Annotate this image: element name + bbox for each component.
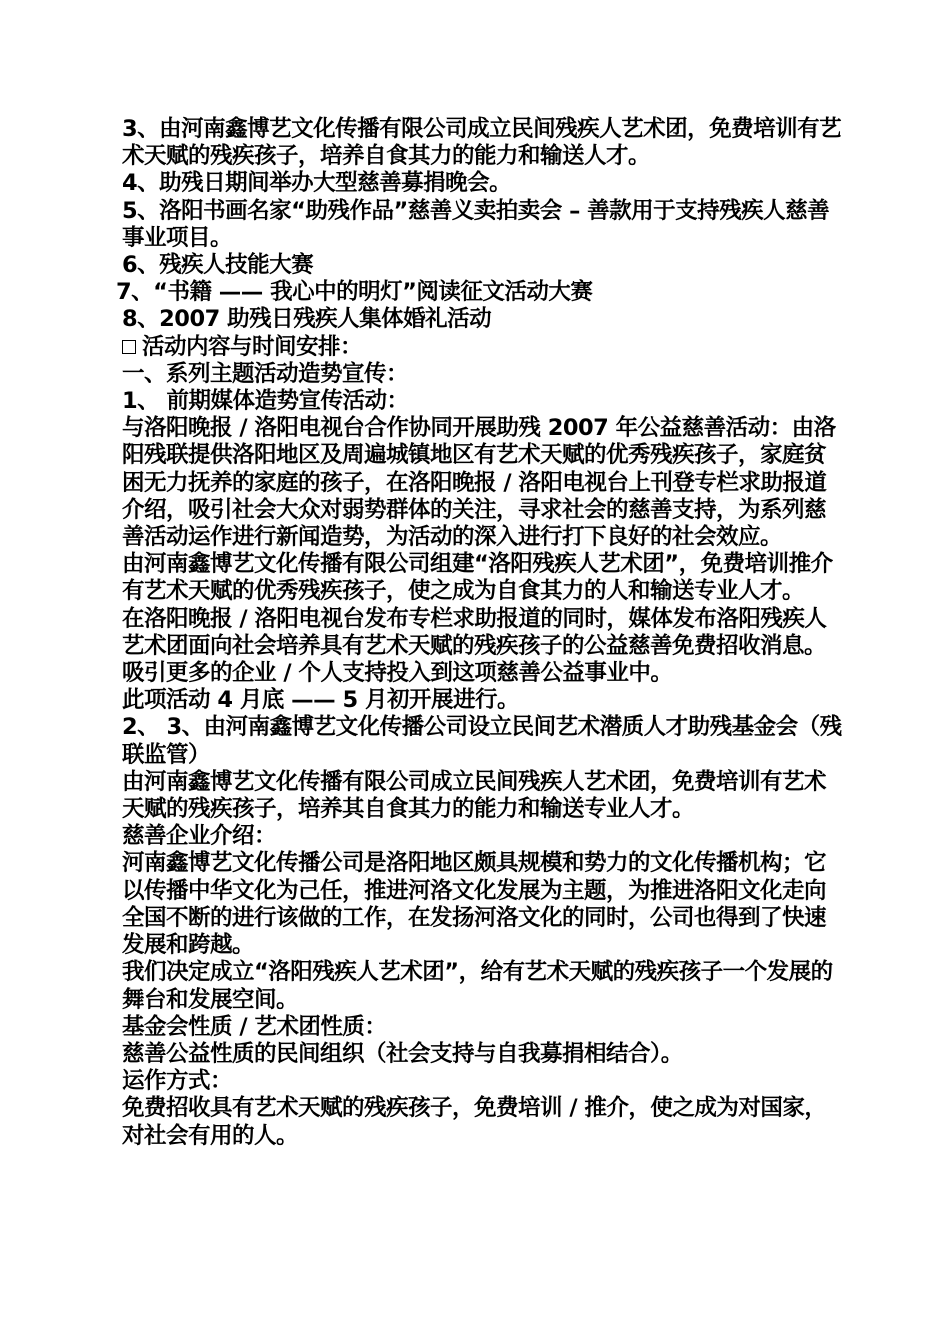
body-paragraph-timing: 此项活动 4 月底 —— 5 月初开展进行。 xyxy=(122,687,519,714)
paragraph-item-8: 8、2007 助残日残疾人集体婚礼活动 xyxy=(122,306,492,333)
checkbox-bullet-icon xyxy=(122,340,136,354)
document-page xyxy=(116,116,846,1150)
body-paragraph-company-intro: 河南鑫博艺文化传播公司是洛阳地区颇具规模和势力的文化传播机构；它以传播中华文化为己任，推进河洛文化发展为主题，为推进洛阳文化走向全国不断的进行该做的工作，在发扬河洛文化的同时，公司也得到了快速发展和跨越。 xyxy=(122,850,827,959)
body-paragraph-troupe-founding: 由河南鑫博艺文化传播有限公司成立民间残疾人艺术团，免费培训有艺术天赋的残疾孩子，培养其自食其力的能力和输送专业人才。 xyxy=(122,768,827,823)
body-paragraph-recruitment: 在洛阳晚报 / 洛阳电视台发布专栏求助报道的同时，媒体发布洛阳残疾人艺术团面向社会培养具有艺术天赋的残疾孩子的公益慈善免费招收消息。吸引更多的企业 / 个人支持投入到这项慈善公益事业中。 xyxy=(122,605,827,687)
paragraph-item-5: 5、洛阳书画名家“助残作品”慈善义卖拍卖会 – 善款用于支持残疾人慈善事业项目。 xyxy=(122,197,830,251)
body-paragraph-art-troupe: 由河南鑫博艺文化传播有限公司组建“洛阳残疾人艺术团”，免费培训推介有艺术天赋的优秀残疾孩子，使之成为自食其力的人和输送专业人才。 xyxy=(122,551,833,605)
section-heading-text: 活动内容与时间安排： xyxy=(142,333,363,360)
paragraph-item-4: 4、助残日期间举办大型慈善募捐晚会。 xyxy=(122,170,512,197)
body-paragraph-decision: 我们决定成立“洛阳残疾人艺术团”，给有艺术天赋的残疾孩子一个发展的舞台和发展空间。 xyxy=(122,959,833,1013)
subsection-heading-1: 1、 前期媒体造势宣传活动： xyxy=(122,388,409,415)
paragraph-item-3: 3、由河南鑫博艺文化传播有限公司成立民间残疾人艺术团，免费培训有艺术天赋的残疾孩子，培养自食其力的能力和输送人才。 xyxy=(122,116,842,170)
body-paragraph-nature: 慈善公益性质的民间组织（社会支持与自我募捐相结合）。 xyxy=(122,1040,683,1067)
paragraph-item-7: 7、“书籍 —— 我心中的明灯”阅读征文活动大赛 xyxy=(116,279,593,306)
heading-nature: 基金会性质 / 艺术团性质： xyxy=(122,1013,387,1040)
section-heading-activity-schedule xyxy=(116,334,846,361)
heading-operation: 运作方式： xyxy=(122,1068,233,1095)
heading-company-intro: 慈善企业介绍： xyxy=(122,823,277,850)
section-heading-1: 一、系列主题活动造势宣传： xyxy=(122,360,409,387)
paragraph-item-6: 6、残疾人技能大赛 xyxy=(122,252,314,279)
body-paragraph-operation: 免费招收具有艺术天赋的残疾孩子，免费培训 / 推介，使之成为对国家，对社会有用的人。 xyxy=(122,1095,827,1149)
body-paragraph-media: 与洛阳晚报 / 洛阳电视台合作协同开展助残 2007 年公益慈善活动：由洛阳残联提供洛阳地区及周遍城镇地区有艺术天赋的优秀残疾孩子，家庭贫困无力抚养的家庭的孩子，在洛阳晚报 / 洛阳电视台上刊登专栏求助报道介绍，吸引社会大众对弱势群体的关注，寻求社会的慈善支持，为系列慈善活动运作进行新闻造势，为活动的深入进行打下良好的社会效应。 xyxy=(122,415,836,551)
subsection-heading-2-3: 2、 3、由河南鑫博艺文化传播公司设立民间艺术潜质人才助残基金会（残联监管） xyxy=(122,714,842,768)
